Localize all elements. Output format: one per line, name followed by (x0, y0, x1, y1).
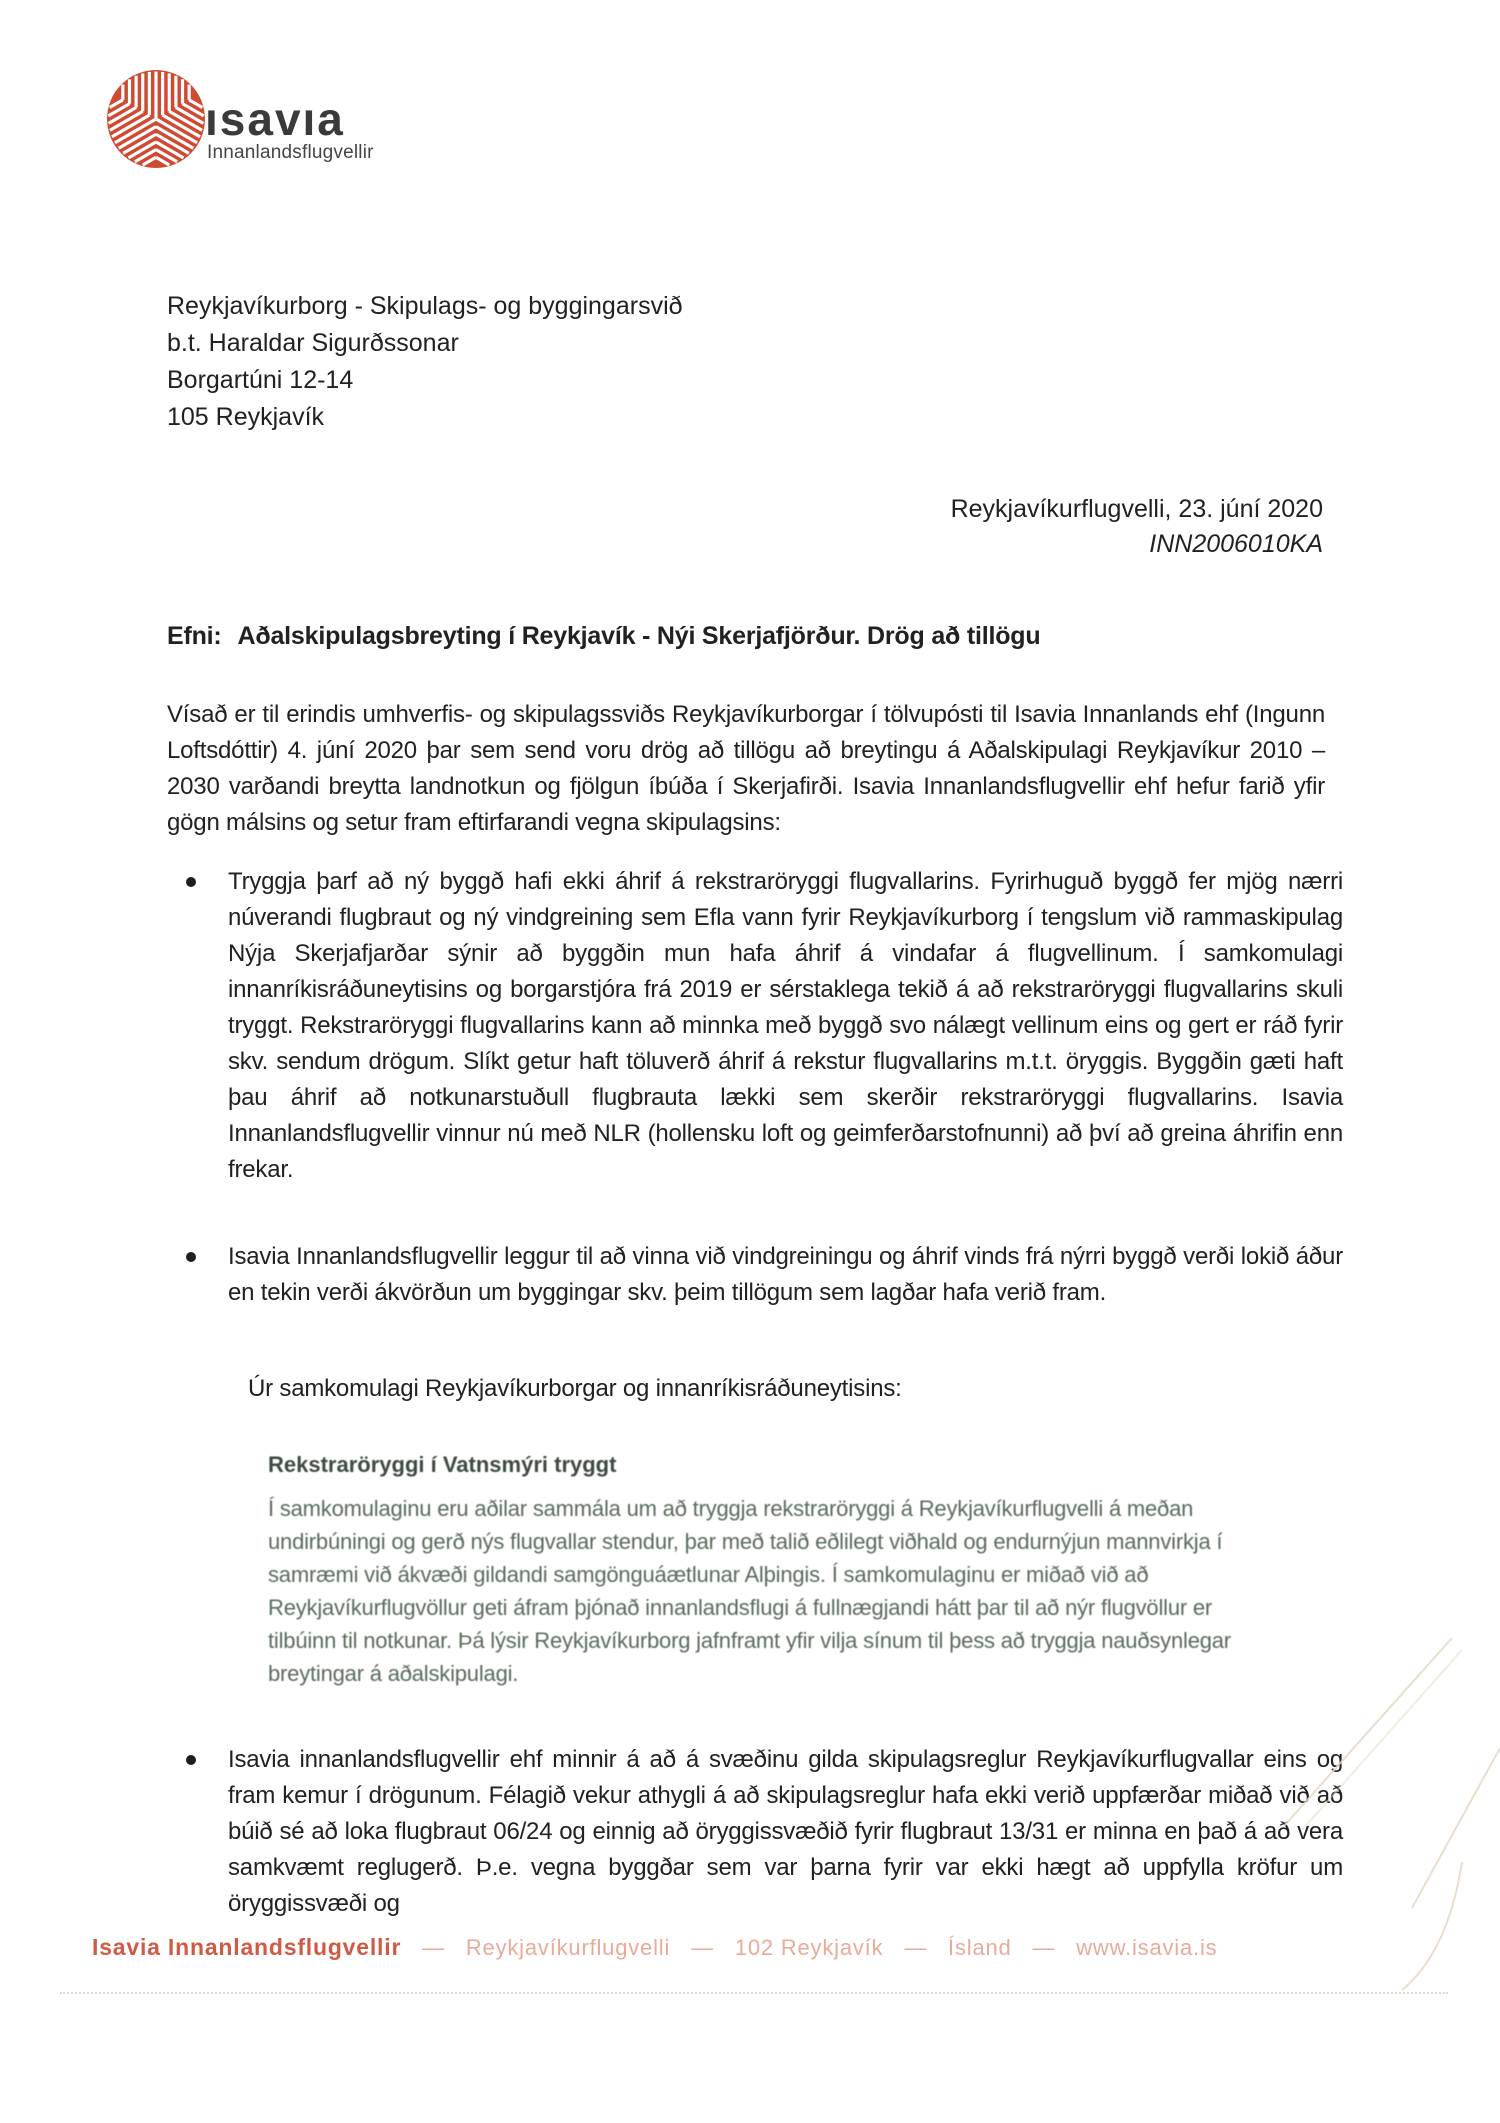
footer-detail: 102 Reykjavík (734, 1935, 884, 1960)
bullet-item-2 (186, 1239, 1343, 1311)
subject-label: Efni: (167, 622, 222, 650)
bullet-text: Isavia innanlandsflugvellir ehf minnir á að á svæðinu gilda skipulagsreglur Reykjavíkurflugvallar eins og fram kemur í drögunum. Félagið vekur athygli á að skipulagsreglur hafa ekki verið uppfærðar miðað við að búið sé að loka flugbraut 06/24 og einnig að öryggissvæðið fyrir flugbraut 13/31 er minna en það á að vera samkvæmt reglugerð. Þ.e. vegna byggðar sem var þarna fyrir var ekki hægt að uppfylla kröfur um öryggissvæði og (228, 1746, 1343, 1917)
quote-line: breytingar á aðalskipulagi. (268, 1661, 519, 1686)
quote-line: undirbúningi og gerð nýs flugvallar stendur, þar með talið eðlilegt viðhald og endurnýjun mannvirkja í (268, 1529, 1223, 1554)
logo-subtitle: Innanlandsflugvellir (207, 142, 374, 163)
footer-separator: — (904, 1935, 928, 1960)
recipient-address (167, 288, 683, 436)
bullet-marker (186, 1252, 196, 1262)
subject-text: Aðalskipulagsbreyting í Reykjavík - Nýi Skerjafjörður. Drög að tillögu (237, 622, 1041, 650)
subject-line (167, 622, 1040, 651)
bullet-item-3 (186, 1742, 1343, 1922)
reference-number: INN2006010KA (1149, 530, 1323, 558)
footer-detail: Ísland (948, 1935, 1012, 1960)
bullet-text: Isavia Innanlandsflugvellir leggur til að vinna við vindgreiningu og áhrif vinds frá nýrri byggð verði lokið áður en tekin verði ákvörðun um byggingar skv. þeim tillögum sem lagðar hafa verið fram. (228, 1243, 1343, 1306)
page-footer (92, 1934, 1217, 1961)
quote-line: Í samkomulaginu eru aðilar sammála um að tryggja rekstraröryggi á Reykjavíkurflugvelli á meðan (268, 1496, 1194, 1521)
footer-detail: www.isavia.is (1076, 1935, 1218, 1960)
brand-wordmark: ısavıa (205, 93, 345, 145)
footer-separator: — (422, 1935, 445, 1960)
address-line: b.t. Haraldar Sigurðssonar (167, 329, 459, 357)
quote-line: Reykjavíkurflugvöllur geti áfram þjónað innanlandsflugi á fullnægjandi hátt þar til að nýr flugvöllur er (268, 1595, 1213, 1620)
footer-separator: — (1032, 1935, 1056, 1960)
isavia-logo (105, 66, 435, 176)
footer-dotted-rule (60, 1992, 1448, 1994)
bullet-text: Tryggja þarf að ný byggð hafi ekki áhrif á rekstraröryggi flugvallarins. Fyrirhuguð byggð fer mjög nærri núverandi flugbraut og ný vindgreining sem Efla vann fyrir Reykjavíkurborg í tengslum við rammaskipulag Nýja Skerjafjarðar sýnir að byggðin mun hafa áhrif á vindafar á flugvellinum. Í samkomulagi innanríkisráðuneytisins og borgarstjóra frá 2019 er sérstaklega tekið á að rekstraröryggi flugvallarins skuli tryggt. Rekstraröryggi flugvallarins kann að minnka með byggð svo nálægt vellinum eins og gert er ráð fyrir skv. sendum drögum. Slíkt getur haft töluverð áhrif á rekstur flugvallarins m.t.t. öryggis. Byggðin gæti haft þau áhrif að notkunarstuðull flugbrauta lækki sem skerðir rekstraröryggi flugvallarins. Isavia Innanlandsflugvellir vinnur nú með NLR (hollensku loft og geimferðarstofnunni) að því að greina áhrifin enn frekar. (228, 868, 1343, 1183)
quote-line: tilbúinn til notkunar. Þá lýsir Reykjavíkurborg jafnframt yfir vilja sínum til þess að tryggja nauðsynlegar (268, 1628, 1231, 1653)
footer-company: Isavia Innanlandsflugvellir (92, 1934, 402, 1960)
address-line: 105 Reykjavík (167, 403, 325, 431)
quote-intro: Úr samkomulagi Reykjavíkurborgar og innanríkisráðuneytisins: (248, 1375, 902, 1402)
address-line: Reykjavíkurborg - Skipulags- og byggingarsvið (167, 292, 683, 320)
intro-paragraph: Vísað er til erindis umhverfis- og skipulagssviðs Reykjavíkurborgar í tölvupósti til Isavia Innanlands ehf (Ingunn Loftsdóttir) 4. júní 2020 þar sem send voru drög að tillögu að breytingu á Aðalskipulagi Reykjavíkur 2010 – 2030 varðandi breytta landnotkun og fjölgun íbúða í Skerjafirði. Isavia Innanlandsflugvellir ehf hefur farið yfir gögn málsins og setur fram eftirfarandi vegna skipulagsins: (167, 701, 1325, 836)
place-date: Reykjavíkurflugvelli, 23. júní 2020 (950, 495, 1323, 523)
bullet-marker (186, 1755, 196, 1765)
quote-block (268, 1452, 1408, 1690)
address-line: Borgartúni 12-14 (167, 366, 354, 394)
footer-detail: Reykjavíkurflugvelli (465, 1935, 671, 1960)
quote-line: samræmi við ákvæði gildandi samgönguáætlunar Alþingis. Í samkomulaginu er miðað við að (268, 1562, 1149, 1587)
quote-heading: Rekstraröryggi í Vatnsmýri tryggt (268, 1452, 617, 1477)
bullet-item-1 (186, 864, 1343, 1188)
footer-separator: — (691, 1935, 714, 1960)
isavia-logo-mark-icon (105, 68, 207, 170)
bullet-marker (186, 877, 196, 887)
dateline (951, 492, 1323, 562)
